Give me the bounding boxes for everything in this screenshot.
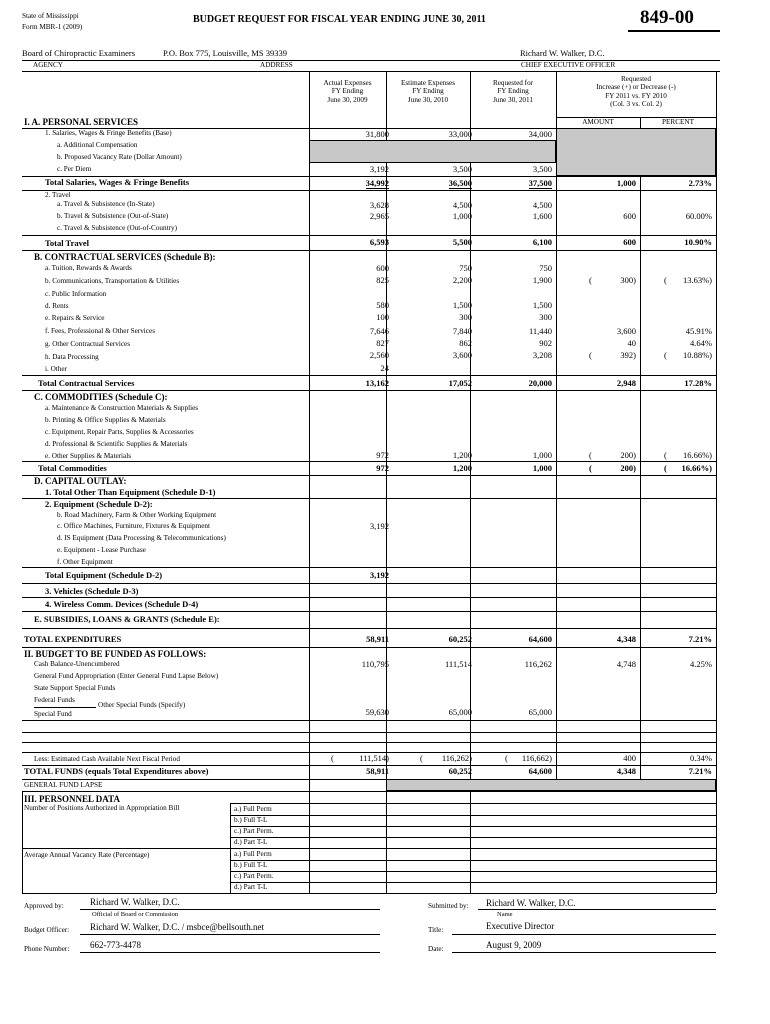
equipment-parts-label: c. Equipment, Repair Parts, Supplies & Accessories (45, 428, 194, 436)
travel-outstate-label: b. Travel & Subsistence (Out-of-State) (57, 212, 169, 220)
per-diem-actual: 3,192 (369, 164, 389, 174)
tuition-requested: 750 (539, 263, 552, 273)
agency-address: P.O. Box 775, Louisville, MS 39339 (163, 48, 287, 58)
cash-balance-requested: 116,262 (524, 659, 552, 669)
date-label: Date: (428, 945, 444, 953)
commodities-heading: C. COMMODITIES (Schedule C): (34, 392, 168, 402)
total-expenditures-actual: 58,911 (366, 634, 389, 644)
special-fund-label: Special Fund (34, 710, 72, 718)
travel-instate-actual: 3,628 (369, 200, 389, 210)
total-salaries-percent: 2.73% (688, 178, 712, 188)
total-salaries-requested: 37,500 (529, 179, 552, 191)
less-cash-actual: 111,514) (359, 753, 389, 763)
submitted-by-value: Richard W. Walker, D.C. (486, 898, 576, 908)
fees-label: f. Fees, Professional & Other Services (45, 327, 155, 335)
form-number: Form MBR-1 (2009) (22, 23, 83, 31)
total-equipment-actual: 3,192 (369, 570, 389, 580)
submitted-by-label: Submitted by: (428, 902, 469, 910)
communications-actual: 825 (376, 275, 389, 285)
total-salaries-label: Total Salaries, Wages & Fringe Benefits (45, 177, 190, 187)
less-cash-percent: 0.34% (690, 753, 712, 763)
personnel-heading: III. PERSONNEL DATA (24, 794, 120, 804)
cash-balance-label: Cash Balance-Unencumbered (34, 660, 120, 668)
travel-outcountry-label: c. Travel & Subsistence (Out-of-Country) (57, 224, 177, 232)
maintenance-label: a. Maintenance & Construction Materials & Supplies (45, 404, 199, 412)
total-travel-percent: 10.90% (684, 237, 712, 247)
data-processing-actual: 2,560 (369, 350, 389, 360)
total-funds-percent: 7.21% (688, 766, 712, 776)
pos-part-tl: d.) Part T-L (234, 838, 268, 846)
additional-comp-label: a. Additional Compensation (57, 141, 138, 149)
travel-outstate-amount: 600 (623, 211, 636, 221)
personal-services-heading: I. A. PERSONAL SERVICES (24, 117, 138, 127)
professional-supplies-label: d. Professional & Scientific Supplies & Materials (45, 440, 188, 448)
shaded-block (309, 140, 556, 163)
total-salaries-actual: 34,992 (366, 179, 389, 191)
total-commodities-label: Total Commodities (38, 463, 107, 473)
agency-code: 849-00 (640, 7, 694, 28)
total-travel-label: Total Travel (45, 238, 89, 248)
travel-outstate-actual: 2,965 (369, 211, 389, 221)
total-expenditures-amount: 4,348 (616, 634, 636, 644)
approved-by-label: Approved by: (24, 902, 64, 910)
fees-amount: 3,600 (616, 326, 636, 336)
shaded-block (556, 128, 716, 176)
col-estimate-header: Estimate Expenses FY Ending June 30, 2010 (400, 79, 456, 104)
other-actual: 24 (380, 363, 389, 373)
data-processing-requested: 3,208 (532, 350, 552, 360)
total-expenditures-percent: 7.21% (688, 634, 712, 644)
lease-purchase-label: e. Equipment - Lease Purchase (57, 546, 146, 554)
communications-percent: 13.63%) (682, 275, 712, 285)
contractual-heading: B. CONTRACTUAL SERVICES (Schedule B): (34, 252, 216, 262)
phone-value: 662-773-4478 (90, 940, 141, 950)
other-label: i. Other (45, 365, 67, 373)
title-value: Executive Director (486, 921, 555, 931)
other-contract-amount: 40 (627, 338, 636, 348)
date-value: August 9, 2009 (486, 940, 542, 950)
printing-label: b. Printing & Office Supplies & Materials (45, 416, 166, 424)
rents-estimate: 1,500 (452, 300, 472, 310)
total-funds-amount: 4,348 (616, 766, 636, 776)
cash-balance-amount: 4,748 (616, 659, 636, 669)
public-info-label: c. Public Information (45, 290, 107, 298)
capital-heading: D. CAPITAL OUTLAY: (34, 476, 127, 486)
total-commodities-estimate: 1,200 (452, 463, 472, 473)
other-than-equipment-label: 1. Total Other Than Equipment (Schedule D-1) (45, 487, 216, 497)
travel-instate-label: a. Travel & Subsistence (In-State) (57, 200, 155, 208)
total-funds-label: TOTAL FUNDS (equals Total Expenditures above) (24, 766, 209, 776)
total-commodities-amount: 200) (620, 463, 636, 473)
agency-caption: AGENCY (33, 61, 63, 69)
special-fund-estimate: 65,000 (448, 707, 472, 717)
data-processing-amount: 392) (620, 350, 636, 360)
vehicles-label: 3. Vehicles (Schedule D-3) (45, 586, 139, 596)
col-actual-header: Actual Expenses FY Ending June 30, 2009 (323, 79, 372, 104)
repairs-label: e. Repairs & Service (45, 314, 105, 322)
total-salaries-amount: 1,000 (616, 178, 636, 188)
tuition-label: a. Tuition, Rewards & Awards (45, 264, 132, 272)
total-salaries-estimate: 36,500 (449, 179, 472, 191)
other-contract-requested: 902 (539, 338, 552, 348)
fees-estimate: 7,840 (452, 326, 472, 336)
vacancy-amount-label: b. Proposed Vacancy Rate (Dollar Amount) (57, 153, 182, 161)
total-contractual-requested: 20,000 (528, 378, 552, 388)
total-travel-estimate: 5,500 (452, 237, 472, 247)
tuition-actual: 600 (376, 263, 389, 273)
agency-name: Board of Chiropractic Examiners (22, 48, 136, 58)
col-change-header: Requested Increase (+) or Decrease (-) FY 2011 vs. FY 2010 (Col. 3 vs. Col. 2) (596, 75, 676, 108)
rents-actual: 580 (376, 300, 389, 310)
address-caption: ADDRESS (260, 61, 293, 69)
communications-amount: 300) (620, 275, 636, 285)
salaries-requested: 34,000 (528, 129, 552, 139)
fees-percent: 45.91% (685, 326, 712, 336)
other-special-funds-label: Other Special Funds (Specify) (98, 701, 186, 709)
communications-requested: 1,900 (532, 275, 552, 285)
subsidies-label: E. SUBSIDIES, LOANS & GRANTS (Schedule E): (34, 614, 220, 624)
total-contractual-actual: 13,162 (365, 378, 389, 388)
other-supplies-percent: 16.66%) (682, 450, 712, 460)
less-cash-amount: 400 (623, 753, 636, 763)
cash-balance-estimate: 111,514 (445, 659, 472, 669)
data-processing-label: h. Data Processing (45, 353, 99, 361)
other-contract-label: g. Other Contractual Services (45, 340, 131, 348)
fees-requested: 11,440 (528, 326, 552, 336)
repairs-requested: 300 (539, 312, 552, 322)
communications-estimate: 2,200 (452, 275, 472, 285)
data-processing-percent: 10.88%) (682, 350, 712, 360)
federal-funds-label: Federal Funds (34, 696, 75, 704)
total-contractual-percent: 17.28% (684, 378, 712, 388)
travel-outstate-requested: 1,600 (532, 211, 552, 221)
col-percent-header: PERCENT (662, 118, 694, 126)
col-requested-header: Requested for FY Ending June 30, 2011 (492, 79, 534, 104)
special-fund-requested: 65,000 (528, 707, 552, 717)
pos-full-tl: b.) Full T-L (234, 816, 268, 824)
total-contractual-estimate: 17,052 (448, 378, 472, 388)
total-commodities-requested: 1,000 (532, 463, 552, 473)
per-diem-label: c. Per Diem (57, 165, 92, 173)
total-commodities-percent: 16.66%) (681, 463, 712, 473)
total-contractual-amount: 2,948 (616, 378, 636, 388)
approved-by-value: Richard W. Walker, D.C. (90, 897, 180, 907)
rents-requested: 1,500 (532, 300, 552, 310)
page-title: BUDGET REQUEST FOR FISCAL YEAR ENDING JUNE 30, 2011 (193, 14, 486, 25)
less-cash-estimate: 116,262) (441, 753, 472, 763)
salaries-estimate: 33,000 (448, 129, 472, 139)
ceo-caption: CHIEF EXECUTIVE OFFICER (521, 61, 616, 69)
office-machines-actual: 3,192 (369, 521, 389, 531)
per-diem-requested: 3,500 (532, 164, 552, 174)
equipment-heading: 2. Equipment (Schedule D-2): (45, 499, 153, 509)
cash-balance-percent: 4.25% (690, 659, 712, 669)
vac-full-perm: a.) Full Perm (234, 850, 272, 858)
total-equipment-label: Total Equipment (Schedule D-2) (45, 570, 163, 580)
total-commodities-actual: 972 (376, 463, 389, 473)
vac-part-perm: c.) Part Perm. (234, 872, 274, 880)
budget-officer-value: Richard W. Walker, D.C. / msbce@bellsouth.net (90, 922, 265, 932)
other-supplies-estimate: 1,200 (452, 450, 472, 460)
total-expenditures-label: TOTAL EXPENDITURES (24, 634, 122, 644)
total-funds-estimate: 60,252 (448, 766, 472, 776)
other-contract-percent: 4.64% (690, 338, 712, 348)
phone-label: Phone Number: (24, 945, 70, 953)
title-label: Title: (428, 926, 444, 934)
other-equipment-label: f. Other Equipment (57, 558, 113, 566)
other-supplies-label: e. Other Supplies & Materials (45, 452, 132, 460)
tuition-estimate: 750 (459, 263, 472, 273)
wireless-label: 4. Wireless Comm. Devices (Schedule D-4) (45, 599, 199, 609)
cash-balance-actual: 110,795 (361, 659, 389, 669)
travel-heading: 2. Travel (45, 191, 71, 199)
state-name: State of Mississippi (22, 12, 79, 20)
positions-label: Number of Positions Authorized in Appropriation Bill (24, 804, 180, 812)
pos-full-perm: a.) Full Perm (234, 805, 272, 813)
ceo-name: Richard W. Walker, D.C. (520, 48, 605, 58)
other-contract-estimate: 862 (459, 338, 472, 348)
travel-instate-estimate: 4,500 (452, 200, 472, 210)
total-funds-actual: 58,911 (366, 766, 389, 776)
fees-actual: 7,646 (369, 326, 389, 336)
pos-part-perm: c.) Part Perm. (234, 827, 274, 835)
office-machines-label: c. Office Machines, Furniture, Fixtures & Equipment (57, 522, 210, 530)
other-supplies-actual: 972 (376, 450, 389, 460)
data-processing-estimate: 3,600 (452, 350, 472, 360)
vac-full-tl: b.) Full T-L (234, 861, 268, 869)
salaries-actual: 31,800 (365, 129, 389, 139)
name-caption: Name (497, 911, 513, 918)
general-fund-lapse-label: GENERAL FUND LAPSE (24, 781, 103, 789)
rents-label: d. Rents (45, 302, 69, 310)
other-supplies-requested: 1,000 (532, 450, 552, 460)
is-equipment-label: d. IS Equipment (Data Processing & Telecommunications) (57, 534, 226, 542)
road-machinery-label: b. Road Machinery, Farm & Other Working Equipment (57, 511, 217, 519)
total-travel-actual: 6,593 (369, 237, 389, 247)
less-cash-label: Less: Estimated Cash Available Next Fiscal Period (34, 755, 180, 763)
vacancy-rate-label: Average Annual Vacancy Rate (Percentage) (24, 851, 150, 859)
repairs-actual: 100 (376, 312, 389, 322)
col-amount-header: AMOUNT (582, 118, 614, 126)
total-travel-amount: 600 (623, 237, 636, 247)
official-caption: Official of Board or Commission (92, 911, 179, 918)
total-travel-requested: 6,100 (532, 237, 552, 247)
travel-outstate-percent: 60.00% (685, 211, 712, 221)
vac-part-tl: d.) Part T-L (234, 883, 268, 891)
travel-outstate-estimate: 1,000 (452, 211, 472, 221)
state-support-label: State Support Special Funds (34, 684, 116, 692)
total-expenditures-estimate: 60,252 (448, 634, 472, 644)
less-cash-requested: 116,662) (521, 753, 552, 763)
general-fund-label: General Fund Appropriation (Enter General Fund Lapse Below) (34, 672, 219, 680)
shaded-block (386, 779, 716, 791)
other-supplies-amount: 200) (620, 450, 636, 460)
total-expenditures-requested: 64,600 (528, 634, 552, 644)
total-funds-requested: 64,600 (528, 766, 552, 776)
total-contractual-label: Total Contractual Services (38, 378, 135, 388)
salaries-label: 1. Salaries, Wages & Fringe Benefits (Base) (45, 129, 172, 137)
communications-label: b. Communications, Transportation & Utilities (45, 277, 180, 285)
travel-instate-requested: 4,500 (532, 200, 552, 210)
repairs-estimate: 300 (459, 312, 472, 322)
budget-officer-label: Budget Officer: (24, 926, 70, 934)
special-fund-actual: 59,630 (365, 707, 389, 717)
other-contract-actual: 827 (376, 338, 389, 348)
per-diem-estimate: 3,500 (452, 164, 472, 174)
funding-heading: II. BUDGET TO BE FUNDED AS FOLLOWS: (24, 649, 207, 659)
